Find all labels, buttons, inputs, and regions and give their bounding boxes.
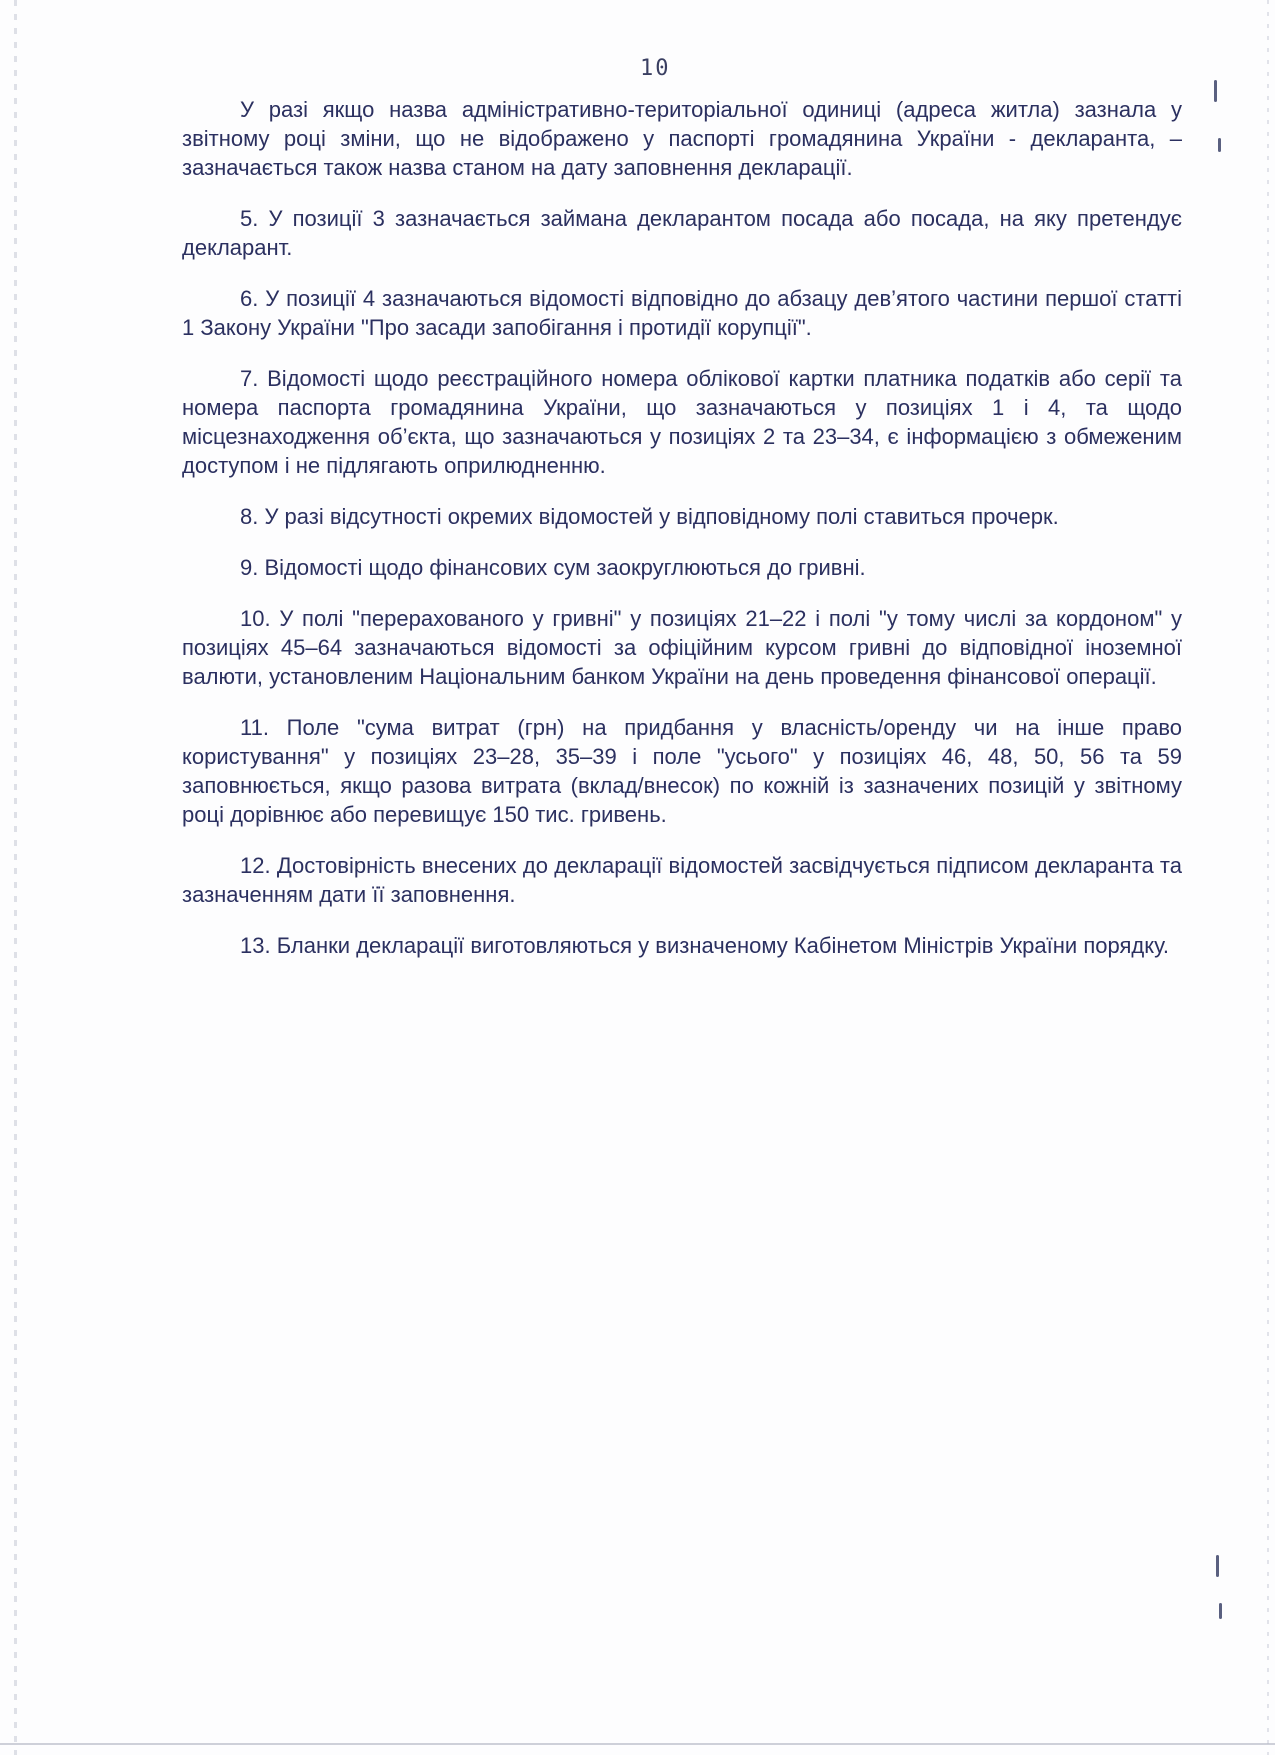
staple-mark [1218,138,1221,152]
document-body [182,95,1182,982]
paragraph-8: 8. У разі відсутності окремих відомостей у відповідному полі ставиться прочерк. [240,504,1059,529]
paragraph-11: 11. Поле "сума витрат (грн) на придбання у власність/оренду чи на інше право користування" у позиціях 23–28, 35–39 і поле "усього" у позиціях 46, 48, 50, 56 та 59 заповнюється, якщо разова витрата (вклад/внесок) по кожній із зазначених позицій у звітному році дорівнює або перевищує 150 тис. гривень. [182,715,1182,827]
paragraph-13: 13. Бланки декларації виготовляються у визначеному Кабінетом Міністрів України порядку. [240,933,1169,958]
scan-edge [0,1743,1275,1745]
page-number: 10 [640,56,671,81]
paragraph-address-change: У разі якщо назва адміністративно-територіальної одиниці (адреса житла) зазнала у звітному році зміни, що не відображено у паспорті громадянина України - декларанта, – зазначається також назва станом на дату заповнення декларації. [182,97,1182,180]
paragraph-12: 12. Достовірність внесених до декларації відомостей засвідчується підписом декларанта та зазначенням дати її заповнення. [182,853,1182,907]
scan-edge [1267,0,1269,1755]
staple-mark [1214,80,1217,102]
scan-edge [14,0,17,1755]
paragraph-9: 9. Відомості щодо фінансових сум заокруглюються до гривні. [240,555,866,580]
staple-mark [1216,1555,1219,1577]
paragraph-5: 5. У позиції 3 зазначається займана декларантом посада або посада, на яку претендує декларант. [182,206,1182,260]
paragraph-7: 7. Відомості щодо реєстраційного номера облікової картки платника податків або серії та номера паспорта громадянина України, що зазначаються у позиціях 1 і 4, та щодо місцезнаходження об’єкта, що зазначаються у позиціях 2 та 23–34, є інформацією з обмеженим доступом і не підлягають оприлюдненню. [182,366,1182,478]
staple-mark [1219,1603,1222,1619]
paragraph-10: 10. У полі "перерахованого у гривні" у позиціях 21–22 і полі "у тому числі за кордоном" у позиціях 45–64 зазначаються відомості за офіційним курсом гривні до відповідної іноземної валюти, установленим Національним банком України на день проведення фінансової операції. [182,606,1182,689]
paragraph-6: 6. У позиції 4 зазначаються відомості відповідно до абзацу дев’ятого частини першої статті 1 Закону України "Про засади запобігання і протидії корупції". [182,286,1182,340]
